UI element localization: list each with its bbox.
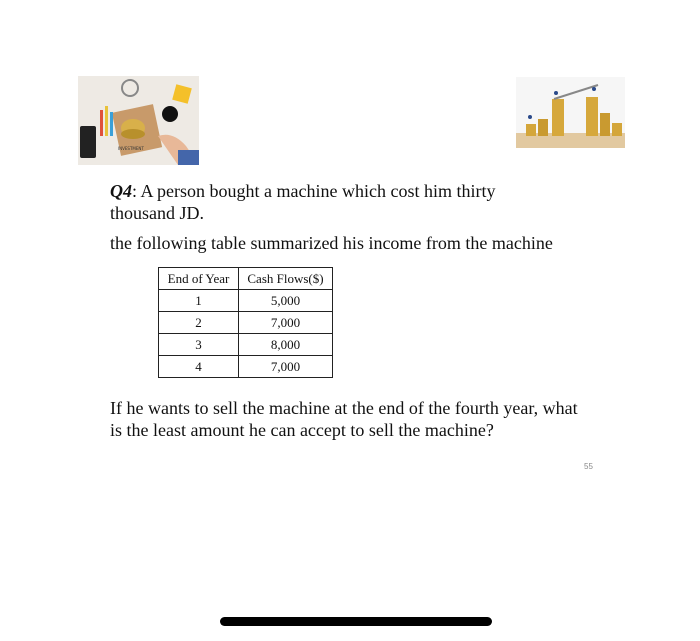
coin-stacks-image bbox=[516, 77, 625, 148]
cash-flow-cell: 7,000 bbox=[239, 356, 333, 378]
cash-flow-table bbox=[158, 267, 333, 378]
question-body: : A person bought a machine which cost him thirty thousand JD. bbox=[110, 181, 496, 223]
table-row bbox=[159, 312, 333, 334]
investment-desk-image bbox=[78, 76, 199, 165]
table-row bbox=[159, 356, 333, 378]
cash-flow-cell: 5,000 bbox=[239, 290, 333, 312]
followup-question: If he wants to sell the machine at the end of the fourth year, what is the least amount he can accept to sell the machine? bbox=[110, 398, 578, 440]
header-cash-flows: Cash Flows($) bbox=[239, 268, 333, 290]
year-cell: 3 bbox=[159, 334, 239, 356]
question-label: Q4 bbox=[110, 181, 132, 201]
cash-flow-cell: 7,000 bbox=[239, 312, 333, 334]
svg-text:INVESTMENT: INVESTMENT bbox=[118, 146, 144, 151]
table-header-row bbox=[159, 268, 333, 290]
header-end-of-year: End of Year bbox=[159, 268, 239, 290]
page-number: 55 bbox=[584, 462, 593, 471]
home-indicator[interactable] bbox=[220, 617, 492, 626]
table-row bbox=[159, 290, 333, 312]
cash-flow-cell: 8,000 bbox=[239, 334, 333, 356]
year-cell: 1 bbox=[159, 290, 239, 312]
year-cell: 2 bbox=[159, 312, 239, 334]
table-intro-text: the following table summarized his income from the machine bbox=[110, 233, 553, 253]
question-text bbox=[110, 180, 550, 224]
year-cell: 4 bbox=[159, 356, 239, 378]
table-row bbox=[159, 334, 333, 356]
